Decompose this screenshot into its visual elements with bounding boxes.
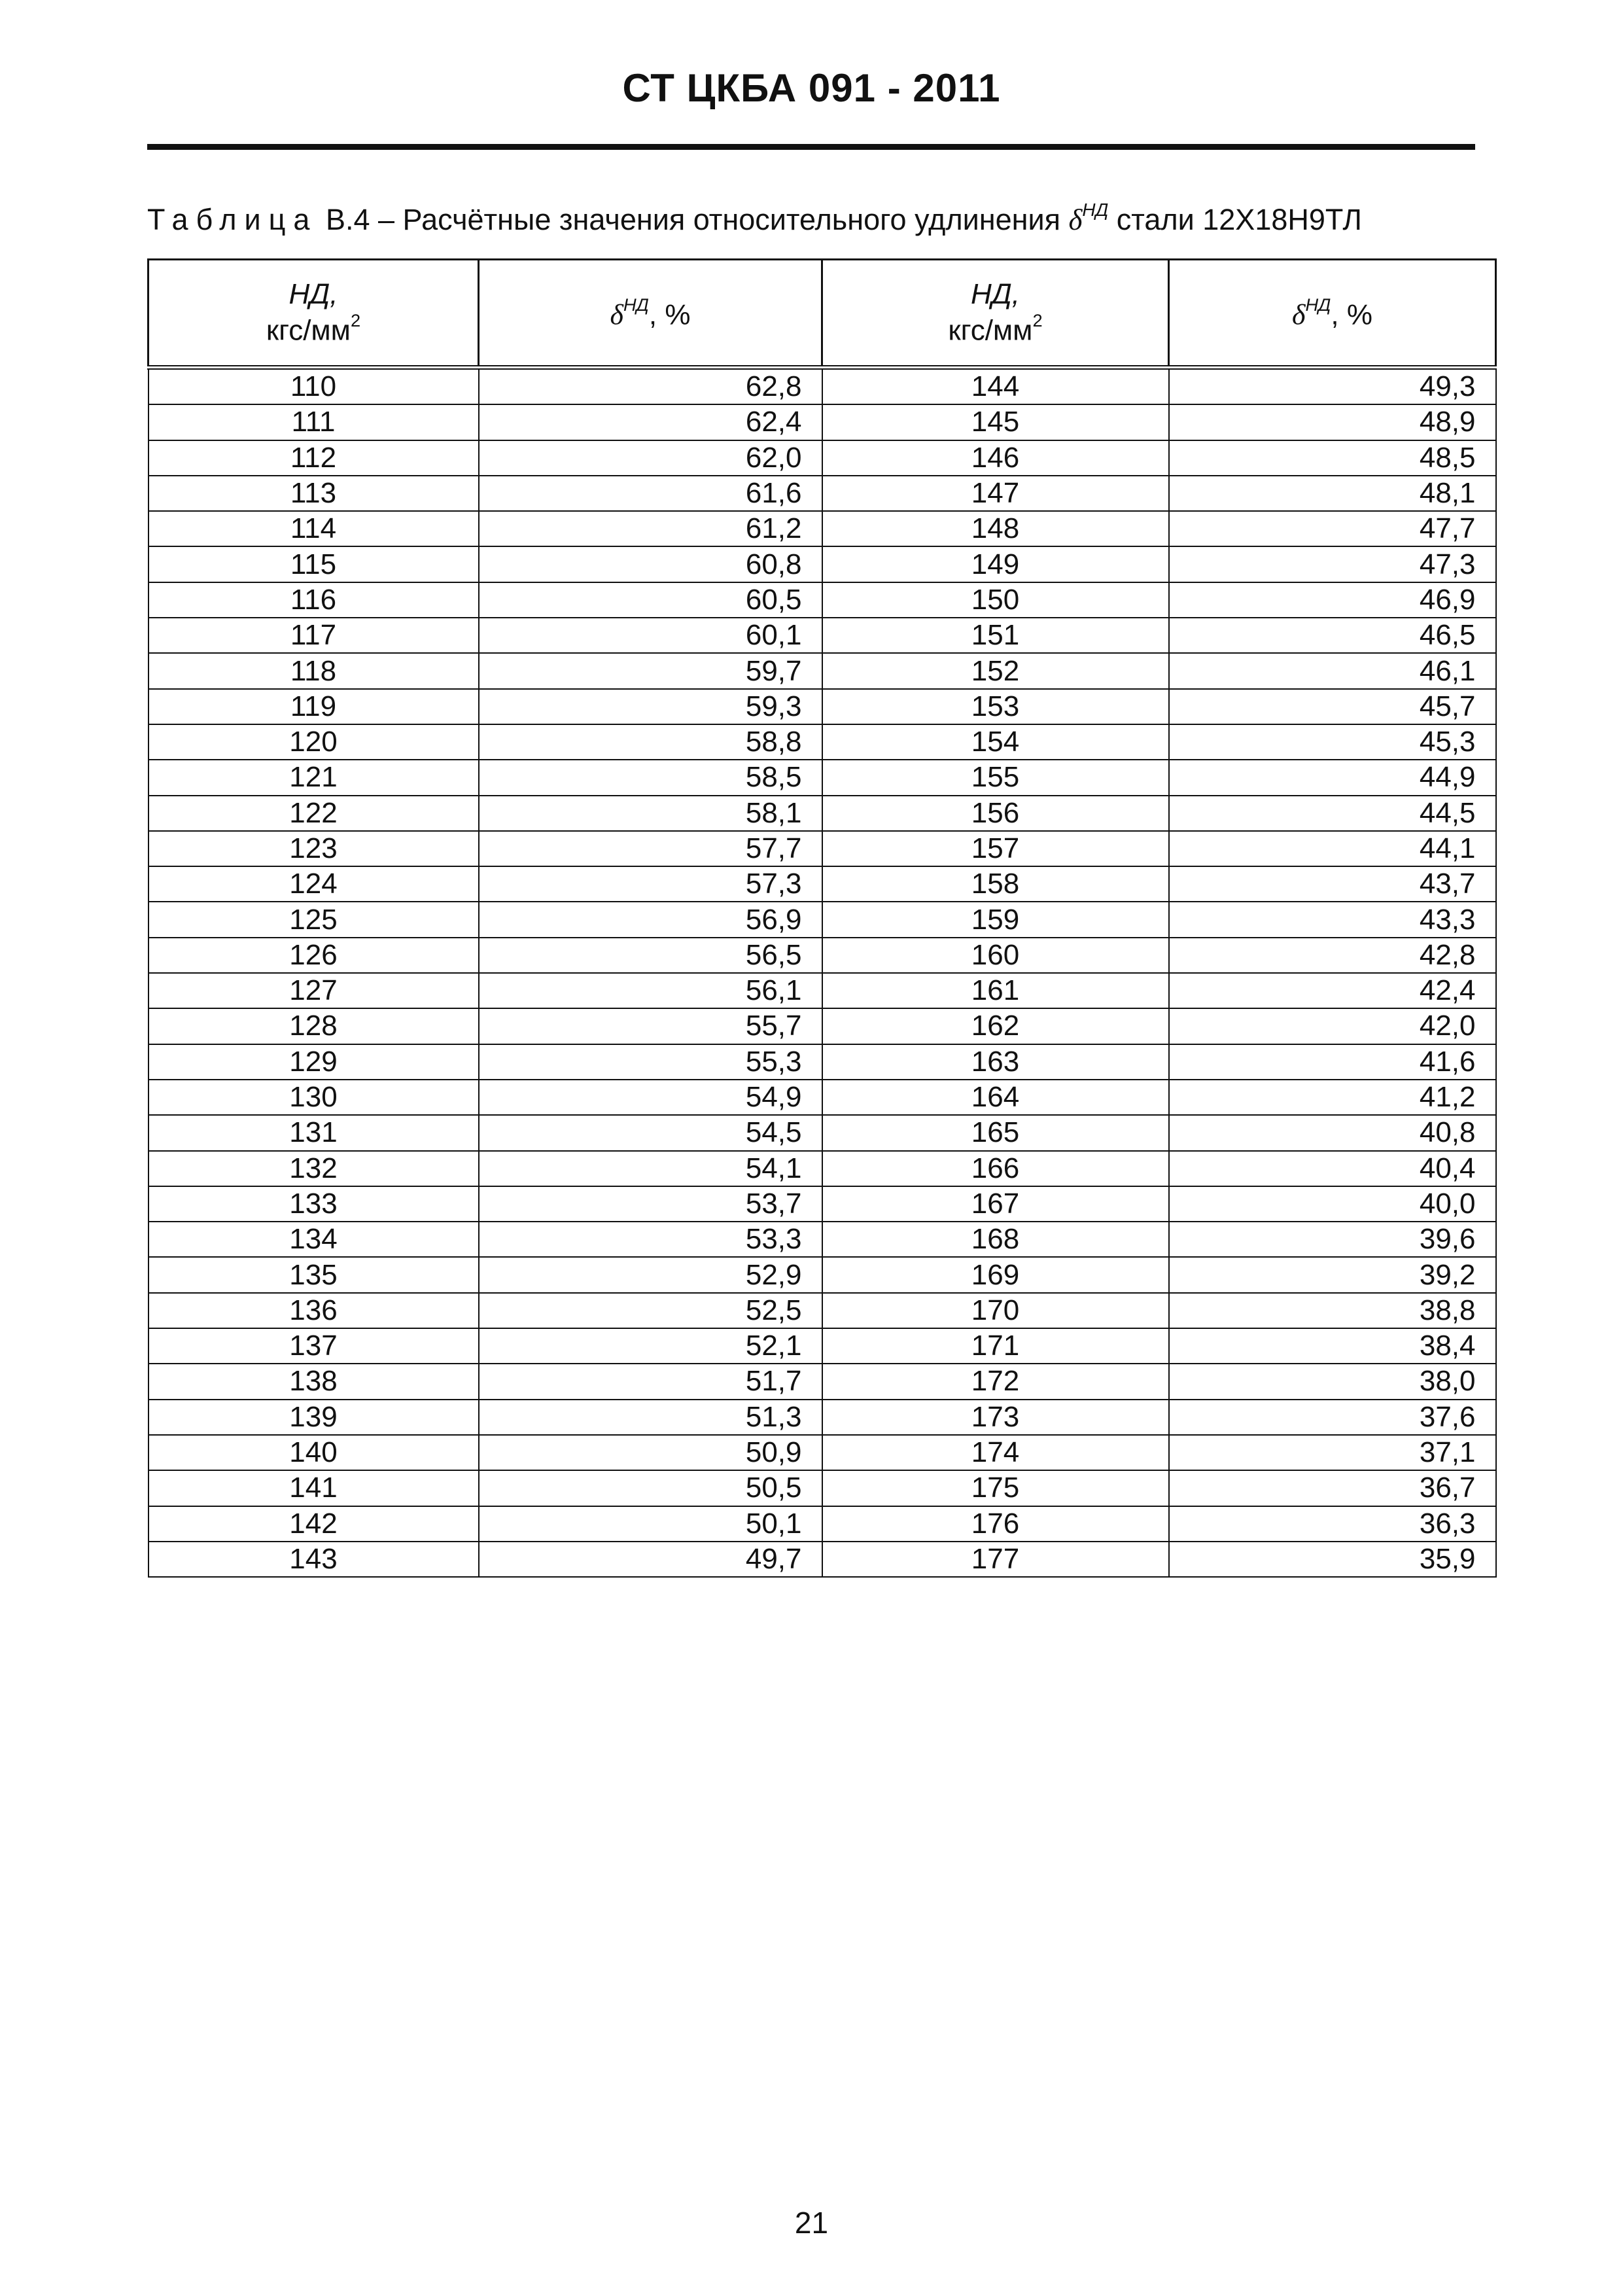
nd-cell: 122	[148, 796, 479, 831]
table-header-row	[148, 260, 1496, 368]
delta-cell: 60,1	[479, 618, 822, 653]
delta-cell: 58,8	[479, 724, 822, 760]
nd-cell: 173	[822, 1400, 1169, 1435]
delta-cell: 57,7	[479, 831, 822, 866]
delta-cell: 52,1	[479, 1328, 822, 1364]
header-nd-label: НД,	[288, 278, 338, 311]
table-row	[148, 511, 1496, 546]
nd-cell: 134	[148, 1222, 479, 1257]
nd-cell: 172	[822, 1364, 1169, 1399]
delta-cell: 42,8	[1169, 938, 1496, 973]
nd-cell: 145	[822, 404, 1169, 440]
document-header: СТ ЦКБА 091 - 2011	[622, 66, 1001, 110]
nd-cell: 143	[148, 1542, 479, 1577]
table-row	[148, 1080, 1496, 1115]
nd-cell: 162	[822, 1008, 1169, 1044]
nd-cell: 166	[822, 1151, 1169, 1186]
table-row	[148, 476, 1496, 511]
nd-cell: 142	[148, 1506, 479, 1542]
delta-cell: 48,9	[1169, 404, 1496, 440]
delta-cell: 55,3	[479, 1044, 822, 1080]
delta-cell: 53,3	[479, 1222, 822, 1257]
delta-cell: 44,1	[1169, 831, 1496, 866]
delta-cell: 51,7	[479, 1364, 822, 1399]
nd-cell: 132	[148, 1151, 479, 1186]
nd-cell: 113	[148, 476, 479, 511]
nd-cell: 164	[822, 1080, 1169, 1115]
table-row	[148, 1328, 1496, 1364]
nd-cell: 121	[148, 760, 479, 795]
header-delta-right: $\delta^{НД}$, %	[1169, 260, 1496, 368]
delta-cell: 47,7	[1169, 511, 1496, 546]
delta-cell: 38,0	[1169, 1364, 1496, 1399]
table-row	[148, 796, 1496, 831]
table-row	[148, 689, 1496, 724]
delta-cell: 36,3	[1169, 1506, 1496, 1542]
table-row	[148, 653, 1496, 688]
page-number: 21	[794, 2206, 829, 2240]
delta-cell: 46,9	[1169, 582, 1496, 618]
table-row	[148, 973, 1496, 1008]
table-row	[148, 1222, 1496, 1257]
nd-cell: 123	[148, 831, 479, 866]
table-body	[148, 368, 1496, 1578]
delta-cell: 62,8	[479, 368, 822, 405]
delta-cell: 60,8	[479, 546, 822, 582]
caption-text: В.4 – Расчётные значения относительного удлинения	[325, 202, 1060, 236]
table-row	[148, 368, 1496, 405]
nd-cell: 137	[148, 1328, 479, 1364]
table-row	[148, 1470, 1496, 1506]
delta-cell: 40,8	[1169, 1115, 1496, 1150]
nd-cell: 177	[822, 1542, 1169, 1577]
delta-cell: 35,9	[1169, 1542, 1496, 1577]
nd-cell: 152	[822, 653, 1169, 688]
nd-cell: 128	[148, 1008, 479, 1044]
nd-cell: 114	[148, 511, 479, 546]
delta-cell: 42,4	[1169, 973, 1496, 1008]
delta-cell: 58,5	[479, 760, 822, 795]
delta-cell: 50,1	[479, 1506, 822, 1542]
table-row	[148, 1542, 1496, 1577]
table-row	[148, 1044, 1496, 1080]
table-row	[148, 1293, 1496, 1328]
delta-cell: 49,3	[1169, 368, 1496, 405]
nd-cell: 126	[148, 938, 479, 973]
nd-cell: 139	[148, 1400, 479, 1435]
header-nd-right	[822, 260, 1169, 368]
nd-cell: 144	[822, 368, 1169, 405]
table-row	[148, 1257, 1496, 1292]
table-row	[148, 760, 1496, 795]
nd-cell: 150	[822, 582, 1169, 618]
nd-cell: 168	[822, 1222, 1169, 1257]
table-row	[148, 618, 1496, 653]
table-caption	[147, 200, 1362, 237]
delta-cell: 50,9	[479, 1435, 822, 1470]
delta-cell: 46,1	[1169, 653, 1496, 688]
delta-cell: 52,5	[479, 1293, 822, 1328]
nd-cell: 176	[822, 1506, 1169, 1542]
nd-cell: 156	[822, 796, 1169, 831]
delta-cell: 59,7	[479, 653, 822, 688]
header-delta-left: $\delta^{НД}$, %	[479, 260, 822, 368]
nd-cell: 117	[148, 618, 479, 653]
delta-cell: 62,0	[479, 440, 822, 476]
header-nd-left	[148, 260, 479, 368]
delta-cell: 38,8	[1169, 1293, 1496, 1328]
nd-cell: 111	[148, 404, 479, 440]
delta-cell: 56,1	[479, 973, 822, 1008]
table-row	[148, 1506, 1496, 1542]
nd-cell: 124	[148, 866, 479, 902]
nd-cell: 174	[822, 1435, 1169, 1470]
nd-cell: 118	[148, 653, 479, 688]
nd-cell: 147	[822, 476, 1169, 511]
nd-cell: 161	[822, 973, 1169, 1008]
delta-cell: 57,3	[479, 866, 822, 902]
delta-cell: 61,6	[479, 476, 822, 511]
table-row	[148, 582, 1496, 618]
nd-cell: 158	[822, 866, 1169, 902]
caption-delta-symbol: δ	[1068, 203, 1083, 236]
nd-cell: 163	[822, 1044, 1169, 1080]
delta-cell: 37,1	[1169, 1435, 1496, 1470]
header-nd-label: НД,	[971, 278, 1020, 311]
delta-cell: 45,3	[1169, 724, 1496, 760]
nd-cell: 165	[822, 1115, 1169, 1150]
nd-cell: 127	[148, 973, 479, 1008]
nd-cell: 167	[822, 1186, 1169, 1222]
delta-cell: 44,5	[1169, 796, 1496, 831]
delta-cell: 48,1	[1169, 476, 1496, 511]
table-row	[148, 404, 1496, 440]
nd-cell: 149	[822, 546, 1169, 582]
table-row	[148, 1115, 1496, 1150]
nd-cell: 157	[822, 831, 1169, 866]
nd-cell: 133	[148, 1186, 479, 1222]
nd-cell: 170	[822, 1293, 1169, 1328]
table-row	[148, 546, 1496, 582]
table-row	[148, 902, 1496, 937]
nd-cell: 135	[148, 1257, 479, 1292]
nd-cell: 110	[148, 368, 479, 405]
caption-delta-superscript: НД	[1082, 200, 1109, 220]
delta-cell: 38,4	[1169, 1328, 1496, 1364]
delta-cell: 54,5	[479, 1115, 822, 1150]
nd-cell: 140	[148, 1435, 479, 1470]
delta-cell: 54,1	[479, 1151, 822, 1186]
delta-cell: 39,2	[1169, 1257, 1496, 1292]
delta-cell: 42,0	[1169, 1008, 1496, 1044]
table-row	[148, 831, 1496, 866]
nd-cell: 115	[148, 546, 479, 582]
nd-cell: 116	[148, 582, 479, 618]
delta-cell: 61,2	[479, 511, 822, 546]
delta-cell: 44,9	[1169, 760, 1496, 795]
delta-cell: 43,7	[1169, 866, 1496, 902]
delta-cell: 47,3	[1169, 546, 1496, 582]
nd-cell: 154	[822, 724, 1169, 760]
nd-cell: 159	[822, 902, 1169, 937]
caption-label: Таблица	[147, 202, 318, 236]
table-row	[148, 1186, 1496, 1222]
nd-cell: 160	[822, 938, 1169, 973]
table-row	[148, 1435, 1496, 1470]
nd-cell: 131	[148, 1115, 479, 1150]
nd-cell: 141	[148, 1470, 479, 1506]
nd-cell: 151	[822, 618, 1169, 653]
delta-cell: 62,4	[479, 404, 822, 440]
nd-cell: 169	[822, 1257, 1169, 1292]
delta-cell: 45,7	[1169, 689, 1496, 724]
delta-cell: 50,5	[479, 1470, 822, 1506]
nd-cell: 146	[822, 440, 1169, 476]
caption-tail: стали 12Х18Н9ТЛ	[1116, 202, 1362, 236]
nd-cell: 153	[822, 689, 1169, 724]
table-row	[148, 938, 1496, 973]
delta-cell: 36,7	[1169, 1470, 1496, 1506]
nd-cell: 136	[148, 1293, 479, 1328]
delta-cell: 53,7	[479, 1186, 822, 1222]
nd-cell: 155	[822, 760, 1169, 795]
table-row	[148, 440, 1496, 476]
delta-cell: 52,9	[479, 1257, 822, 1292]
nd-cell: 120	[148, 724, 479, 760]
nd-cell: 119	[148, 689, 479, 724]
nd-cell: 171	[822, 1328, 1169, 1364]
delta-cell: 59,3	[479, 689, 822, 724]
header-nd-unit: кгс/$мм^2$	[266, 309, 361, 347]
nd-cell: 130	[148, 1080, 479, 1115]
header-rule	[147, 144, 1475, 150]
delta-cell: 58,1	[479, 796, 822, 831]
delta-cell: 54,9	[479, 1080, 822, 1115]
nd-cell: 175	[822, 1470, 1169, 1506]
delta-cell: 40,4	[1169, 1151, 1496, 1186]
table-row	[148, 1008, 1496, 1044]
table-row	[148, 1400, 1496, 1435]
table-row	[148, 1151, 1496, 1186]
nd-cell: 138	[148, 1364, 479, 1399]
delta-cell: 39,6	[1169, 1222, 1496, 1257]
table-row	[148, 866, 1496, 902]
table-row	[148, 724, 1496, 760]
elongation-table	[147, 258, 1497, 1578]
delta-cell: 41,2	[1169, 1080, 1496, 1115]
delta-cell: 49,7	[479, 1542, 822, 1577]
nd-cell: 148	[822, 511, 1169, 546]
nd-cell: 129	[148, 1044, 479, 1080]
delta-cell: 56,9	[479, 902, 822, 937]
nd-cell: 125	[148, 902, 479, 937]
header-nd-unit: кгс/$мм^2$	[948, 309, 1043, 347]
delta-cell: 37,6	[1169, 1400, 1496, 1435]
delta-cell: 51,3	[479, 1400, 822, 1435]
table-row	[148, 1364, 1496, 1399]
delta-cell: 60,5	[479, 582, 822, 618]
delta-cell: 43,3	[1169, 902, 1496, 937]
delta-cell: 56,5	[479, 938, 822, 973]
delta-cell: 48,5	[1169, 440, 1496, 476]
delta-cell: 41,6	[1169, 1044, 1496, 1080]
nd-cell: 112	[148, 440, 479, 476]
delta-cell: 46,5	[1169, 618, 1496, 653]
delta-cell: 40,0	[1169, 1186, 1496, 1222]
delta-cell: 55,7	[479, 1008, 822, 1044]
